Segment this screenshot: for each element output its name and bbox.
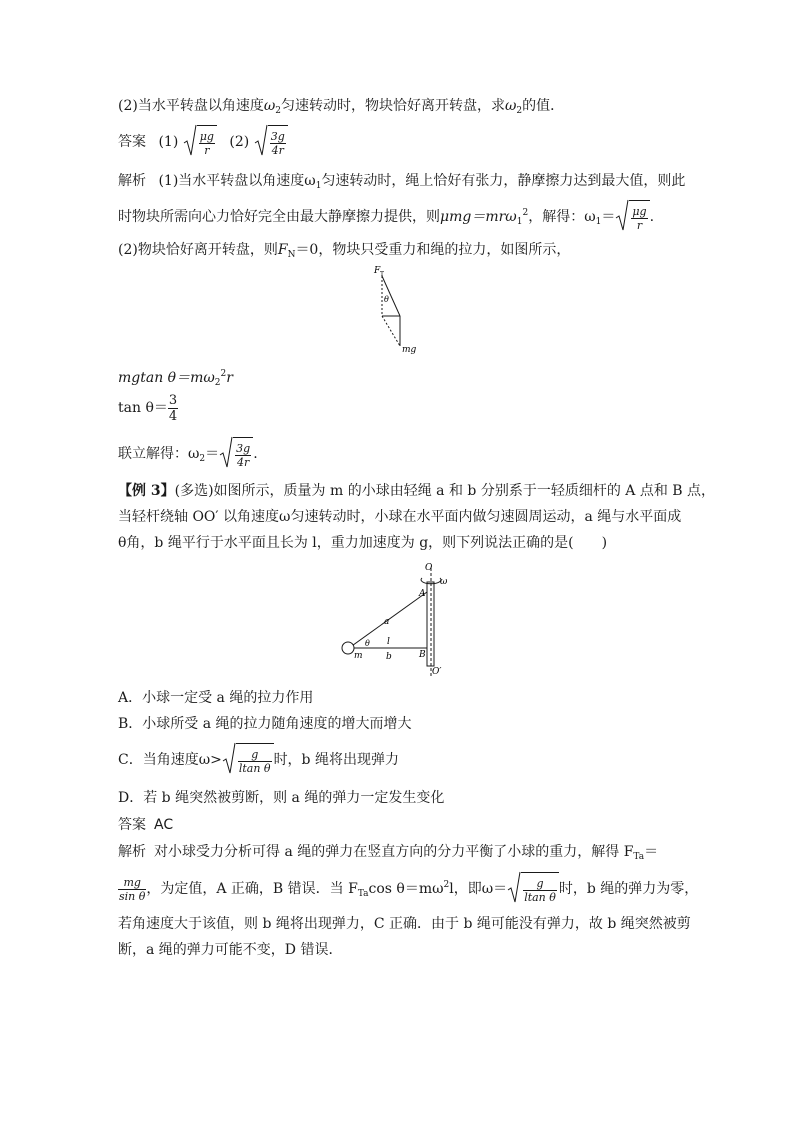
ft-sub: T [380,271,385,278]
frac-num: 3g [236,441,251,455]
analysis-text: 断，a 绳的弹力可能不变，D 错误． [118,942,343,958]
option-B-text: B．小球所受 a 绳的拉力随角速度的增大而增大 [118,716,412,732]
period: . [649,209,655,225]
radical-sign [254,124,268,158]
frac-num: μg [632,204,647,218]
q2-omega-2: ω [505,98,517,114]
analysis2-line-2 [118,868,698,911]
q2-text-a: (2)当水平转盘以角速度 [118,98,264,114]
fraction-1 [199,130,215,157]
frac-den: ltan θ [524,890,556,904]
radical-2 [254,124,288,160]
fraction-6 [523,877,557,904]
rod-diagram [334,560,474,682]
analysis-label: 解析 [118,844,146,860]
equals: ＝ [601,209,616,225]
option-B [118,714,412,734]
force-sub: Ta [357,889,369,899]
equation-2 [118,391,178,425]
analysis-text-rest: 匀速转动时，绳上恰好有张力，静摩擦力达到最大值，则此 [321,173,686,189]
analysis-text: 对小球受力分析可得 a 绳的弹力在竖直方向的分力平衡了小球的重力，解得 F [154,844,634,860]
radical-1 [183,124,217,160]
equation-1 [118,364,233,393]
analysis-sub: 1 [315,181,322,191]
eq-sub: 1 [516,217,523,227]
answer-label: 答案 [118,817,146,833]
option-D [118,788,444,808]
example-tag: 【例 3】 [118,483,175,499]
analysis2-line-3 [118,914,691,934]
frac-den: ltan θ [238,761,271,775]
period: . [253,446,258,462]
analysis-text: ，为定值，A 正确，B 错误．当 F [146,881,358,897]
mg-label: mg [402,345,417,355]
radical-sign [183,124,197,158]
ft-label: F [374,266,381,276]
frac-num: g [523,877,557,891]
force-symbol: F [277,242,288,258]
frac-num: mg [118,876,146,890]
eq3-text: 联立解得：ω [118,446,200,462]
eq-sup: 2 [443,880,450,890]
answer-label: 答案 [118,134,146,150]
option-C-text-b: 时，b 绳将出现弹力 [273,752,399,768]
eq1-sub: 2 [214,378,221,388]
example-text: 当轻杆绕轴 OO′ 以角速度ω匀速转动时，小球在水平面内做匀速圆周运动，a 绳与水平面成 [118,509,682,525]
label-l: l [387,637,390,647]
theta-label: θ [384,295,389,304]
force-diagram [360,264,440,356]
label-O: O [425,563,433,573]
eq-sub: 1 [595,217,602,227]
q2-text-b: 匀速转动时，物块恰好离开转盘，求 [281,98,505,114]
option-C-text: C．当角速度ω> [118,752,222,768]
eq1-lhs: mgtan θ＝mω [118,370,215,386]
eq2-lhs: tan θ＝ [118,400,168,416]
label-m: m [354,651,363,661]
analysis-text: 时物块所需向心力恰好完全由最大静摩擦力提供，则 [118,209,440,225]
frac-num: 3 [168,392,178,408]
equals: ＝ [205,446,220,462]
analysis-label: 解析 [118,173,146,189]
analysis-text: (1)当水平转盘以角速度ω [158,173,316,189]
radical-sign [507,871,521,905]
q2-text-c: 的值． [522,98,565,114]
radical-3 [615,199,649,235]
frac-den: 4r [271,143,284,157]
ball [342,642,354,654]
frac-num: 3g [270,129,285,143]
q2-sub-2: 2 [516,106,523,116]
eq-sup: 2 [522,208,529,218]
eq3-sub: 2 [199,454,206,464]
q2-omega: ω [263,98,276,114]
analysis-line-2 [118,196,654,239]
frac-den: 4 [168,408,178,424]
option-C [118,742,399,778]
frac-num: g [238,748,272,762]
analysis-text: ＝0，物块只受重力和绳的拉力，如图所示， [295,242,571,258]
label-omega: ω [440,577,448,587]
frac-den: r [204,143,210,157]
radical-5 [222,742,274,778]
analysis2-line-1 [118,842,658,867]
frac-num: μg [199,129,214,143]
frac-den: sin θ [119,889,146,903]
radical-4 [219,436,253,472]
force-sub: Ta [633,852,645,862]
option-A-text: A．小球一定受 a 绳的拉力作用 [118,690,314,706]
frac-den: r [636,218,643,232]
eq1-rhs: r [226,370,233,386]
eq1-sup: 2 [220,369,227,379]
analysis-line-1 [118,171,685,196]
fraction-5 [238,748,272,775]
equation-3 [118,436,258,476]
radical-sign [615,199,629,233]
force-sub: N [287,250,296,260]
label-B: B [419,650,426,660]
example-3-line-3 [118,533,607,553]
example-3-line-2 [118,507,681,527]
question-part-2 [118,96,564,121]
example-text: θ角，b 绳平行于水平面且长为 l，重力加速度为 g，则下列说法正确的是( ) [118,535,608,551]
label-theta: θ [365,639,370,648]
equation: μmg＝mrω [440,209,517,225]
example-3-line-1 [118,481,715,501]
label-O-prime: O′ [432,667,442,677]
answer-line-1 [118,124,288,160]
option-D-text: D．若 b 绳突然被剪断，则 a 绳的弹力一定发生变化 [118,790,445,806]
equals: ＝ [644,844,659,860]
frac-den: 4r [237,455,250,469]
fraction-4 [235,442,251,469]
answer-line-2 [118,815,173,835]
q2-sub: 2 [275,106,281,116]
radical-6 [507,871,559,907]
analysis-line-3 [118,240,570,265]
answer-part-1: (1) [158,134,179,150]
analysis-text: (2)物块恰好离开转盘，则 [118,242,278,258]
analysis-text: 时，b 绳的弹力为零， [558,881,699,897]
analysis-text: 若角速度大于该值，则 b 绳将出现弹力，C 正确．由于 b 绳可能没有弹力，故 b 绳突然被剪 [118,916,691,932]
analysis-text: l，即ω＝ [449,881,508,897]
answer-value: AC [154,817,174,833]
dashed-resultant [382,316,400,346]
label-A: A [419,589,426,599]
label-a: a [384,617,390,627]
fraction-3 [631,205,647,232]
example-text: (多选)如图所示，质量为 m 的小球由轻绳 a 和 b 分别系于一轻质细杆的 A 点和 B 点， [174,483,716,499]
analysis-text: ，解得：ω [528,209,596,225]
label-b: b [386,652,392,662]
fraction-mg-sin [118,876,146,903]
analysis2-line-4 [118,940,342,960]
option-A [118,688,313,708]
eq2-fraction [168,393,178,424]
fraction-2 [270,130,286,157]
analysis-text: cos θ＝mω [368,881,444,897]
answer-part-2: (2) [229,134,250,150]
radical-sign [219,436,233,470]
radical-sign [222,742,236,776]
